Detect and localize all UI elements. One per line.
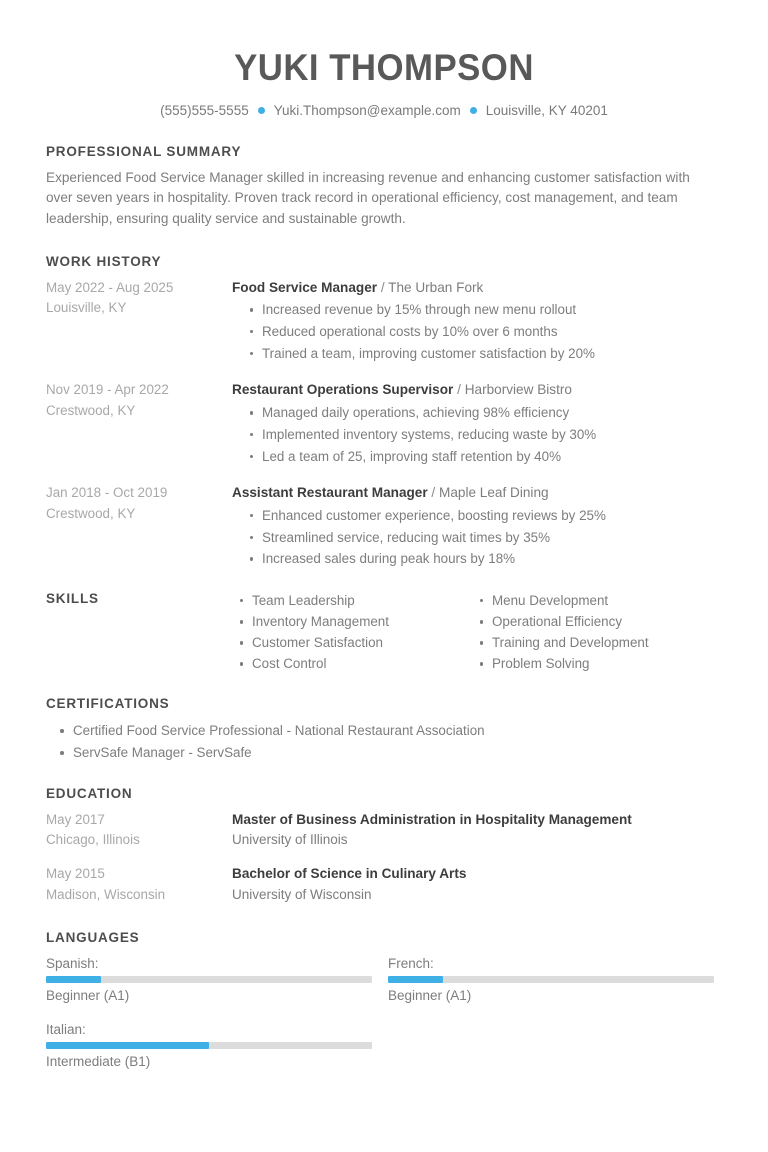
list-item: Implemented inventory systems, reducing waste by 30% bbox=[250, 424, 722, 446]
work-entry-body bbox=[232, 483, 722, 570]
language-item bbox=[388, 954, 714, 1006]
education-degree: Master of Business Administration in Hospitality Management bbox=[232, 811, 632, 827]
languages-grid bbox=[46, 954, 722, 1072]
language-item bbox=[46, 954, 372, 1006]
work-entry-heading bbox=[232, 483, 722, 503]
skills-columns bbox=[232, 590, 722, 674]
work-entry-bullets bbox=[232, 299, 722, 364]
list-item: Training and Development bbox=[480, 632, 712, 653]
language-name: French: bbox=[388, 955, 434, 971]
list-item: Certified Food Service Professional - National Restaurant Association bbox=[60, 720, 722, 742]
work-entry-body bbox=[232, 380, 722, 467]
work-entry-bullets bbox=[232, 505, 722, 570]
list-item: Increased sales during peak hours by 18% bbox=[250, 548, 722, 570]
skills-column-2 bbox=[472, 590, 712, 674]
work-entry-job-title: Restaurant Operations Supervisor bbox=[232, 382, 454, 398]
language-proficiency-track bbox=[46, 1042, 372, 1049]
skills-heading-cell bbox=[46, 590, 232, 606]
section-work-history bbox=[46, 254, 722, 570]
section-title-skills: SKILLS bbox=[46, 591, 99, 607]
education-entry-location: Chicago, Illinois bbox=[46, 832, 140, 848]
list-item: Menu Development bbox=[480, 590, 712, 611]
work-entry bbox=[46, 278, 722, 365]
section-title-certifications: CERTIFICATIONS bbox=[46, 696, 170, 712]
list-item: Cost Control bbox=[240, 653, 472, 674]
education-entry-body bbox=[232, 864, 722, 905]
work-entry-separator: / bbox=[453, 382, 465, 398]
list-item: Trained a team, improving customer satisfaction by 20% bbox=[250, 343, 722, 365]
work-entry-location: Crestwood, KY bbox=[46, 403, 136, 419]
section-certifications bbox=[46, 696, 722, 763]
list-item: Operational Efficiency bbox=[480, 611, 712, 632]
work-entry-body bbox=[232, 278, 722, 365]
work-entry-dates: May 2022 - Aug 2025 bbox=[46, 279, 174, 295]
list-item: Inventory Management bbox=[240, 611, 472, 632]
language-proficiency-fill bbox=[46, 1042, 209, 1049]
language-proficiency-track bbox=[46, 976, 372, 983]
section-title-languages: LANGUAGES bbox=[46, 929, 140, 945]
list-item: Managed daily operations, achieving 98% efficiency bbox=[250, 402, 722, 424]
section-professional-summary bbox=[46, 144, 722, 230]
section-title-summary: PROFESSIONAL SUMMARY bbox=[46, 143, 242, 159]
list-item: Reduced operational costs by 10% over 6 months bbox=[250, 321, 722, 343]
language-proficiency-track bbox=[388, 976, 714, 983]
list-item: Enhanced customer experience, boosting reviews by 25% bbox=[250, 505, 722, 527]
bullet-separator-icon bbox=[470, 107, 477, 114]
work-entry-location: Louisville, KY bbox=[46, 300, 127, 316]
language-level: Intermediate (B1) bbox=[46, 1054, 151, 1070]
work-entry-separator: / bbox=[377, 279, 389, 295]
section-title-education: EDUCATION bbox=[46, 785, 133, 801]
contact-line bbox=[46, 103, 722, 118]
education-entry-meta bbox=[46, 864, 232, 906]
list-item: ServSafe Manager - ServSafe bbox=[60, 742, 722, 764]
work-entry-company: The Urban Fork bbox=[388, 279, 484, 295]
language-level: Beginner (A1) bbox=[46, 988, 130, 1004]
bullet-separator-icon bbox=[258, 107, 265, 114]
list-item: Customer Satisfaction bbox=[240, 632, 472, 653]
education-school: University of Illinois bbox=[232, 832, 348, 848]
skills-list bbox=[472, 590, 712, 674]
section-title-work-history: WORK HISTORY bbox=[46, 253, 162, 269]
skills-list bbox=[232, 590, 472, 674]
certifications-list bbox=[46, 720, 722, 763]
work-entry-dates: Jan 2018 - Oct 2019 bbox=[46, 485, 168, 501]
summary-text: Experienced Food Service Manager skilled in increasing revenue and enhancing customer satisfaction with over seven years in hospitality. Proven track record in operational efficiency, cost management, and team leadership, ensuring quality service and sustainable growth. bbox=[46, 169, 690, 226]
phone-number: (555)555-5555 bbox=[160, 102, 249, 118]
work-entry-meta bbox=[46, 380, 232, 422]
email-address: Yuki.Thompson@example.com bbox=[273, 102, 461, 118]
language-proficiency-fill bbox=[46, 976, 101, 983]
work-entry-location: Crestwood, KY bbox=[46, 506, 136, 522]
language-item bbox=[46, 1020, 372, 1072]
work-entry-job-title: Assistant Restaurant Manager bbox=[232, 485, 428, 501]
work-entry-meta bbox=[46, 278, 232, 320]
candidate-name: YUKI THOMPSON bbox=[234, 47, 534, 88]
work-entry-heading bbox=[232, 278, 722, 298]
work-entry-bullets bbox=[232, 402, 722, 467]
education-entry-date: May 2015 bbox=[46, 866, 105, 882]
education-entry-meta bbox=[46, 810, 232, 852]
work-entry-company: Maple Leaf Dining bbox=[439, 485, 549, 501]
education-degree: Bachelor of Science in Culinary Arts bbox=[232, 866, 467, 882]
list-item: Increased revenue by 15% through new menu rollout bbox=[250, 299, 722, 321]
work-entry-company: Harborview Bistro bbox=[464, 382, 572, 398]
skills-layout bbox=[46, 590, 722, 674]
list-item: Problem Solving bbox=[480, 653, 712, 674]
education-school: University of Wisconsin bbox=[232, 886, 372, 902]
work-entry-dates: Nov 2019 - Apr 2022 bbox=[46, 382, 169, 398]
education-entry-body bbox=[232, 810, 722, 851]
education-entry bbox=[46, 810, 722, 852]
section-education bbox=[46, 786, 722, 906]
work-entry bbox=[46, 380, 722, 467]
resume-header bbox=[46, 0, 722, 118]
location-address: Louisville, KY 40201 bbox=[485, 102, 608, 118]
work-entry-job-title: Food Service Manager bbox=[232, 279, 378, 295]
education-entry bbox=[46, 864, 722, 906]
language-proficiency-fill bbox=[388, 976, 443, 983]
education-entry-location: Madison, Wisconsin bbox=[46, 886, 166, 902]
section-skills bbox=[46, 590, 722, 674]
education-entry-date: May 2017 bbox=[46, 811, 105, 827]
section-languages bbox=[46, 930, 722, 1072]
work-entry-meta bbox=[46, 483, 232, 525]
language-level: Beginner (A1) bbox=[388, 988, 472, 1004]
work-entry bbox=[46, 483, 722, 570]
list-item: Led a team of 25, improving staff retention by 40% bbox=[250, 446, 722, 468]
list-item: Team Leadership bbox=[240, 590, 472, 611]
work-entry-separator: / bbox=[427, 485, 439, 501]
language-name: Italian: bbox=[46, 1021, 86, 1037]
list-item: Streamlined service, reducing wait times by 35% bbox=[250, 527, 722, 549]
language-name: Spanish: bbox=[46, 955, 99, 971]
work-entry-heading bbox=[232, 380, 722, 400]
skills-column-1 bbox=[232, 590, 472, 674]
